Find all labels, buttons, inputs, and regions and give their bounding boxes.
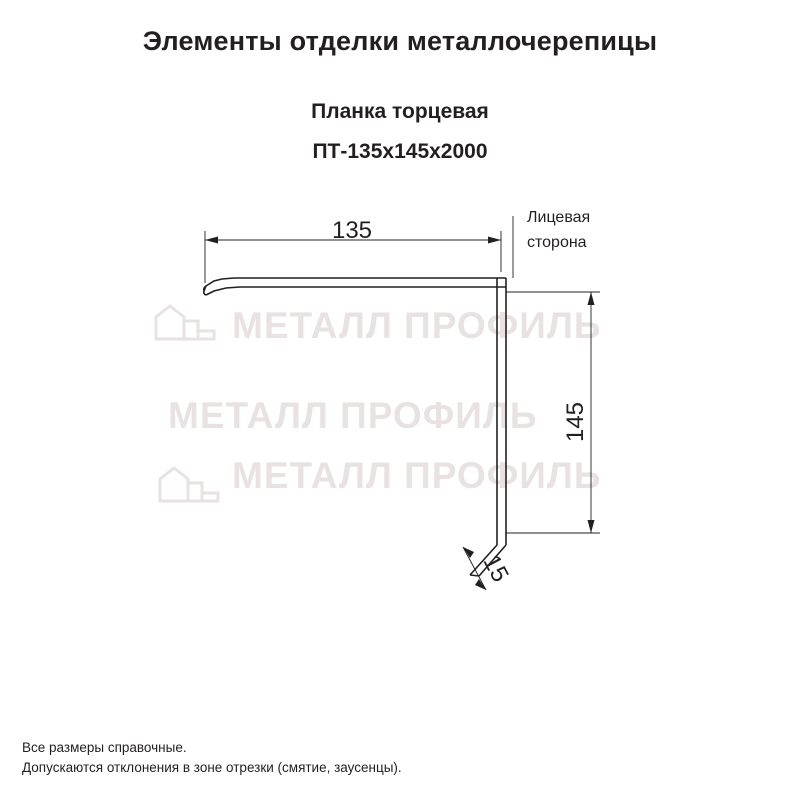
footnote-2: Допускаются отклонения в зоне отрезки (смятие, заусенцы). bbox=[22, 760, 402, 775]
footnotes bbox=[22, 738, 402, 778]
profile-hem-curve-lower bbox=[204, 291, 206, 295]
dimension-15-label: 15 bbox=[477, 550, 514, 587]
arrow-right-135 bbox=[488, 237, 501, 244]
watermark-text: МЕТАЛЛ ПРОФИЛЬ bbox=[232, 455, 602, 496]
arrow-top-145 bbox=[588, 292, 595, 305]
face-side-label-line1: Лицевая bbox=[527, 209, 591, 226]
watermark-text: МЕТАЛЛ ПРОФИЛЬ bbox=[168, 395, 538, 436]
product-code: ПТ-135x145x2000 bbox=[312, 140, 488, 163]
footnote-1: Все размеры справочные. bbox=[22, 740, 187, 755]
watermark-text: МЕТАЛЛ ПРОФИЛЬ bbox=[232, 305, 602, 346]
profile-top-flange bbox=[204, 278, 506, 291]
page-title: Элементы отделки металлочерепицы bbox=[142, 26, 658, 56]
face-side-label-line2: сторона bbox=[527, 234, 587, 251]
arrow-bottom-145 bbox=[588, 520, 595, 533]
dimension-135-label: 135 bbox=[331, 217, 373, 244]
arrow-left-135 bbox=[205, 237, 218, 244]
profile-top-flange-inner bbox=[206, 287, 506, 295]
product-name: Планка торцевая bbox=[311, 100, 489, 123]
dimension-145-label: 145 bbox=[562, 401, 589, 443]
